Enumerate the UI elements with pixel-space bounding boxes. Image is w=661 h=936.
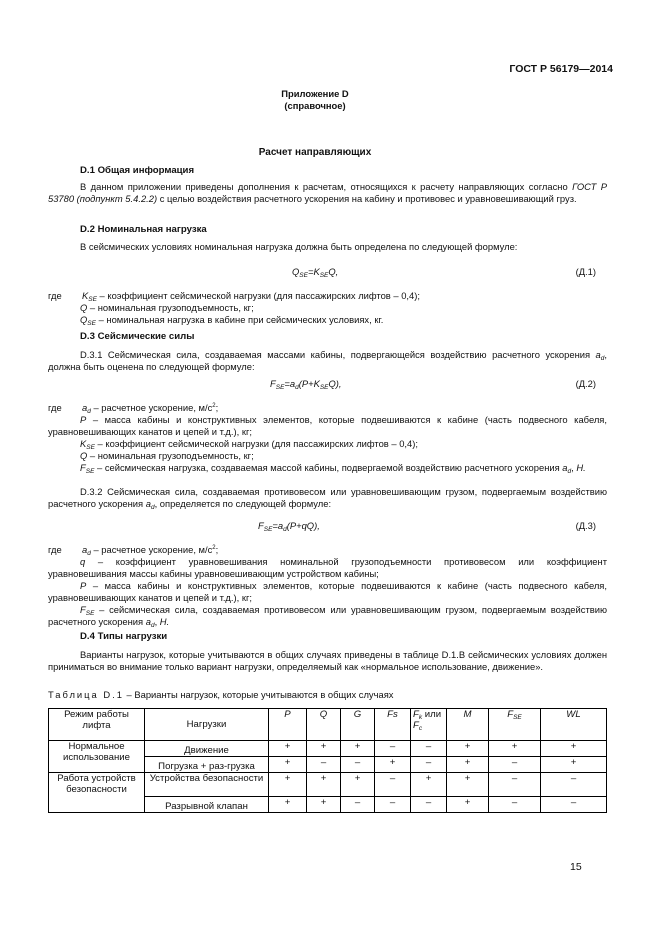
section-d2-heading: D.2 Номинальная нагрузка bbox=[80, 224, 207, 235]
value-cell: – bbox=[307, 757, 341, 773]
value-cell: – bbox=[489, 773, 541, 797]
value-cell: + bbox=[375, 757, 411, 773]
where-label: где bbox=[48, 544, 62, 555]
value-cell: + bbox=[541, 741, 607, 757]
section-d3-heading: D.3 Сейсмические силы bbox=[80, 331, 195, 342]
header-fs: Fs bbox=[375, 709, 411, 741]
mode-cell: Работа устройств безопасности bbox=[49, 773, 145, 813]
header-mode: Режим работы лифта bbox=[49, 709, 145, 741]
definition: P – масса кабины и конструктивных элементов, которые подвешиваются к кабине (часть подвесного кабеля, уравновешивающих канатов и цепей и т.д.), кг; bbox=[48, 580, 607, 603]
section-d2-paragraph: В сейсмических условиях номинальная нагрузка должна быть определена по следующей формуле: bbox=[80, 241, 518, 252]
value-cell: – bbox=[541, 773, 607, 797]
value-cell: + bbox=[269, 741, 307, 757]
where-label: где bbox=[48, 402, 62, 413]
value-cell: + bbox=[307, 773, 341, 797]
appendix-title: Приложение D bbox=[281, 88, 349, 99]
formula-number: (Д.2) bbox=[575, 378, 596, 389]
document-id: ГОСТ Р 56179—2014 bbox=[509, 63, 613, 75]
table-row bbox=[49, 741, 607, 757]
value-cell: – bbox=[411, 757, 447, 773]
definition: $Q_{SE}$ – номинальная нагрузка в кабине при сейсмических условиях, кг. bbox=[80, 314, 384, 327]
definition: P – масса кабины и конструктивных элементов, которые подвешиваются к кабине (часть подвесного кабеля, уравновешивающих канатов и цепей и т.д.), кг; bbox=[48, 414, 607, 437]
header-fk-fc: $F_k$ или $F_c$ bbox=[411, 709, 447, 741]
header-q: Q bbox=[307, 709, 341, 741]
value-cell: – bbox=[375, 773, 411, 797]
value-cell: + bbox=[269, 757, 307, 773]
value-cell: – bbox=[411, 741, 447, 757]
formula-d1: $Q_{SE}=K_{SE}Q$, bbox=[292, 266, 339, 279]
section-d4-heading: D.4 Типы нагрузки bbox=[80, 631, 168, 642]
definition: $F_{SE}$ – сейсмическая сила, создаваемая противовесом или уравновешивающим грузом, подвергаемым воздействию расчетного ускорения $a_d$, Н. bbox=[48, 604, 607, 629]
load-cell: Погрузка + раз-грузка bbox=[145, 757, 269, 773]
page-number: 15 bbox=[570, 861, 582, 873]
header-p: P bbox=[269, 709, 307, 741]
table-header-row bbox=[49, 709, 607, 741]
value-cell: + bbox=[447, 797, 489, 813]
value-cell: – bbox=[541, 797, 607, 813]
value-cell: + bbox=[269, 773, 307, 797]
value-cell: + bbox=[341, 741, 375, 757]
text: с целью воздействия расчетного ускорения на кабину и противовес и уравновешивающий груз. bbox=[157, 193, 577, 204]
section-d3-2-paragraph: D.3.2 Сейсмическая сила, создаваемая противовесом или уравновешивающим грузом, подвергаемым воздействию расчетного ускорения $a_d$, определяется по следующей формуле: bbox=[48, 486, 607, 511]
definition: $K_{SE}$ – коэффициент сейсмической нагрузки (для пассажирских лифтов – 0,4); bbox=[80, 438, 418, 451]
header-loads: Нагрузки bbox=[145, 709, 269, 741]
value-cell: + bbox=[447, 741, 489, 757]
load-cell: Устройства безопасности bbox=[145, 773, 269, 797]
value-cell: – bbox=[375, 741, 411, 757]
value-cell: – bbox=[489, 757, 541, 773]
definition: $K_{SE}$ – коэффициент сейсмической нагрузки (для пассажирских лифтов – 0,4); bbox=[82, 290, 420, 303]
header-g: G bbox=[341, 709, 375, 741]
value-cell: – bbox=[411, 797, 447, 813]
definition: Q – номинальная грузоподъемность, кг; bbox=[80, 302, 254, 313]
section-d1-paragraph bbox=[48, 181, 607, 205]
value-cell: + bbox=[307, 797, 341, 813]
formula-d3: $F_{SE}=a_d(P+qQ)$, bbox=[258, 520, 320, 533]
value-cell: + bbox=[341, 773, 375, 797]
definition: $a_d$ – расчетное ускорение, $м/с^2$; bbox=[82, 544, 219, 557]
value-cell: – bbox=[375, 797, 411, 813]
formula-d2: $F_{SE}=a_d(P+K_{SE}Q)$, bbox=[270, 378, 342, 391]
value-cell: + bbox=[447, 757, 489, 773]
definition: $a_d$ – расчетное ускорение, $м/с^2$; bbox=[82, 402, 219, 415]
formula-number: (Д.1) bbox=[575, 266, 596, 277]
value-cell: + bbox=[447, 773, 489, 797]
where-label: где bbox=[48, 290, 62, 301]
appendix-subtitle: (справочное) bbox=[284, 100, 346, 111]
definition: q – коэффициент уравновешивания номинальной грузоподъемности противовесом или коэффициент уравновешивания массы кабины уравновешивающим устройством кабины; bbox=[48, 556, 607, 579]
value-cell: + bbox=[307, 741, 341, 757]
table-caption: Таблица D.1 – Варианты нагрузок, которые учитываются в общих случаях bbox=[48, 689, 394, 700]
header-m: M bbox=[447, 709, 489, 741]
load-variants-table bbox=[48, 708, 607, 813]
reference-link: ГОСТ Р 53780 (подпункт 5.4.2.2) bbox=[48, 181, 608, 204]
load-cell: Движение bbox=[145, 741, 269, 757]
value-cell: + bbox=[411, 773, 447, 797]
table-row bbox=[49, 773, 607, 797]
section-d4-paragraph: Варианты нагрузок, которые учитываются в общих случаях приведены в таблице D.1.В сейсмических условиях должен приниматься во внимание только вариант нагрузки, определяемый как «нормальное использование, движение». bbox=[48, 649, 607, 672]
load-cell: Разрывной клапан bbox=[145, 797, 269, 813]
header-fse: $F_{SE}$ bbox=[489, 709, 541, 741]
header-wl: WL bbox=[541, 709, 607, 741]
section-d1-heading: D.1 Общая информация bbox=[80, 165, 195, 176]
value-cell: + bbox=[489, 741, 541, 757]
value-cell: + bbox=[541, 757, 607, 773]
value-cell: + bbox=[269, 797, 307, 813]
appendix-heading: Расчет направляющих bbox=[258, 147, 372, 158]
definition: Q – номинальная грузоподъемность, кг; bbox=[80, 450, 254, 461]
definition: $F_{SE}$ – сейсмическая нагрузка, создаваемая массой кабины, подвергаемой воздействию расчетного ускорения $a_d$, Н. bbox=[80, 462, 586, 475]
value-cell: – bbox=[341, 757, 375, 773]
value-cell: – bbox=[489, 797, 541, 813]
section-d3-1-paragraph: D.3.1 Сейсмическая сила, создаваемая массами кабины, подвергающейся воздействию расчетного ускорения $a_d$, должна быть оценена по следующей формуле: bbox=[48, 349, 607, 372]
value-cell: – bbox=[341, 797, 375, 813]
text: В данном приложении приведены дополнения к расчетам, относящихся к расчету направляющих согласно bbox=[80, 181, 573, 192]
mode-cell: Нормальное использование bbox=[49, 741, 145, 773]
formula-number: (Д.3) bbox=[575, 520, 596, 531]
